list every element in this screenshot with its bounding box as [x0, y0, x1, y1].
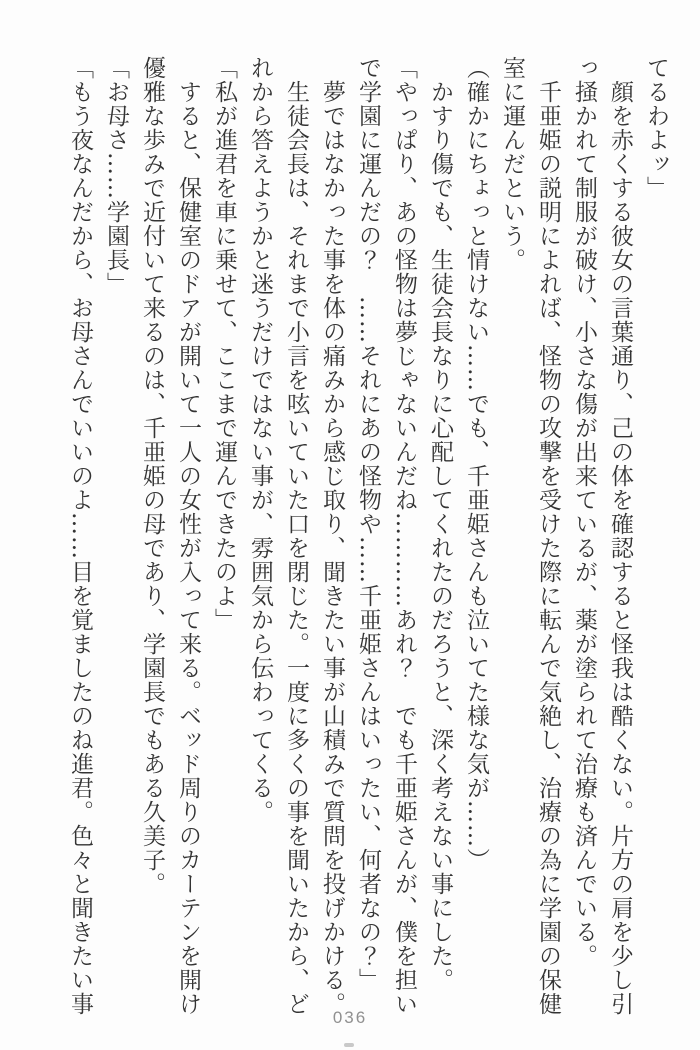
- page-number: 036: [332, 1008, 368, 1027]
- text-line: 「やっぱり、あの怪物は夢じゃないんだね…………あれ？ でも千亜姫さんが、僕を担い: [391, 56, 417, 1016]
- text-line: で学園に運んだの？ ……それにあの怪物や……千亜姫さんはいったい、何者なの？」: [355, 56, 381, 992]
- body-text: [62, 56, 674, 1018]
- text-line: てるわよッ」: [643, 56, 669, 200]
- text-line: 室に運んだという。: [499, 56, 525, 272]
- text-line: 夢ではなかった事を体の痛みから感じ取り、聞きたい事が山積みで質問を投げかける。: [319, 56, 345, 1016]
- ink-smudge: [344, 1043, 354, 1047]
- text-line: 顔を赤くする彼女の言葉通り、己の体を確認すると怪我は酷くない。片方の肩を少し引: [607, 56, 633, 1016]
- text-line: 生徒会長は、それまで小言を呟いていた口を閉じた。一度に多くの事を聞いたから、ど: [283, 56, 309, 1016]
- text-line: れから答えようかと迷うだけではない事が、雰囲気から伝わってくる。: [247, 56, 273, 824]
- text-line: すると、保健室のドアが開いて一人の女性が入って来る。ベッド周りのカーテンを開け: [175, 56, 201, 1016]
- text-line: かすり傷でも、生徒会長なりに心配してくれたのだろうと、深く考えない事にした。: [427, 56, 453, 992]
- text-line: 「私が進君を車に乗せて、ここまで運んできたのよ」: [211, 56, 237, 632]
- text-line: 「お母さ……学園長」: [103, 56, 129, 296]
- text-line: 千亜姫の説明によれば、怪物の攻撃を受けた際に転んで気絶し、治療の為に学園の保健: [535, 56, 561, 1016]
- text-line: 「もう夜なんだから、お母さんでいいのよ……目を覚ましたのね進君。色々と聞きたい事: [67, 56, 93, 1016]
- text-line: （確かにちょっと情けない……でも、千亜姫さんも泣いてた様な気が……）: [463, 56, 489, 872]
- text-line: 優雅な歩みで近付いて来るのは、千亜姫の母であり、学園長でもある久美子。: [139, 56, 165, 896]
- text-line: っ掻かれて制服が破け、小さな傷が出来ているが、薬が塗られて治療も済んでいる。: [571, 56, 597, 968]
